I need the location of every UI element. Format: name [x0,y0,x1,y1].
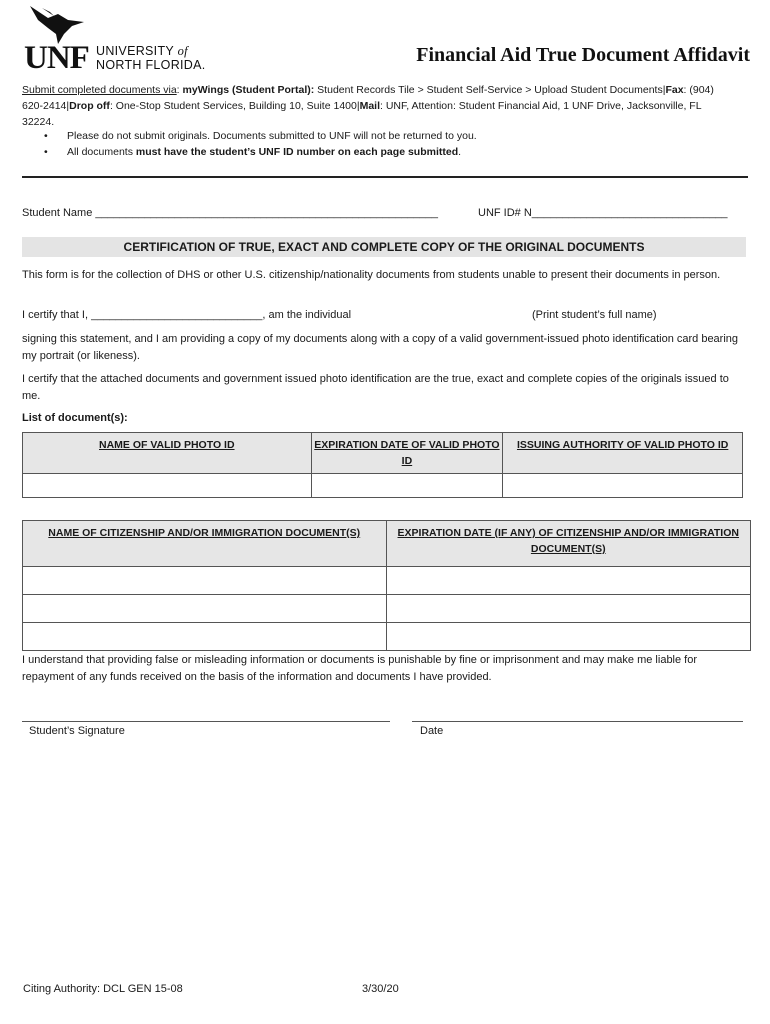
citizenship-doc-expiration-cell[interactable] [386,623,751,651]
table-row [23,623,751,651]
citing-authority: Citing Authority: DCL GEN 15-08 [23,983,183,995]
signing-paragraph: signing this statement, and I am providing a copy of my documents along with a copy of a valid government-issued photo identification card bearing my portrait (or likeness). [22,333,739,362]
bullet-no-originals: • Please do not submit originals. Documents submitted to UNF will not be returned to you. [44,128,477,144]
photo-id-table [22,432,743,498]
attached-paragraph: I certify that the attached documents and government issued photo identification are the true, exact and complete copies of the originals issued to me. [22,373,729,402]
citizenship-doc-expiration-cell[interactable] [386,595,751,623]
table-row [23,595,751,623]
unf-logo [22,4,212,76]
citizenship-doc-name-cell[interactable] [23,567,387,595]
photo-id-authority-header: ISSUING AUTHORITY OF VALID PHOTO ID [503,433,743,474]
photo-id-name-header: NAME OF VALID PHOTO ID [23,433,312,474]
table-row [23,474,743,498]
citizenship-doc-expiration-cell[interactable] [386,567,751,595]
certification-heading: CERTIFICATION OF TRUE, EXACT AND COMPLETE COPY OF THE ORIGINAL DOCUMENTS [22,237,746,257]
citizenship-table [22,520,751,651]
list-label: List of document(s): [22,412,128,424]
certify-row [22,309,742,321]
logo-university-name: UNIVERSITY of NORTH FLORIDA. [96,44,206,72]
citizenship-doc-name-cell[interactable] [23,595,387,623]
intro-paragraph: This form is for the collection of DHS or other U.S. citizenship/nationality documents from students unable to present their documents in person. [22,269,721,281]
citizenship-doc-expiration-header: EXPIRATION DATE (IF ANY) OF CITIZENSHIP AND/OR IMMIGRATION DOCUMENT(S) [386,521,751,567]
photo-id-expiration-header: EXPIRATION DATE OF VALID PHOTO ID [311,433,503,474]
page-header [22,4,750,78]
table-row [23,567,751,595]
bullet-unf-id: • All documents must have the student’s UNF ID number on each page submitted. [44,144,477,160]
certify-name-field[interactable]: I certify that I, ____________________________, am the individual [22,309,352,321]
signature-label: Student’s Signature [29,725,125,737]
header-divider [22,176,748,178]
date-label: Date [420,725,444,737]
citizenship-doc-name-header: NAME OF CITIZENSHIP AND/OR IMMIGRATION DOCUMENT(S) [23,521,387,567]
osprey-icon [28,4,88,44]
signature-line[interactable] [22,721,390,722]
submission-instructions: Submit completed documents via: myWings (Student Portal): Student Records Tile > Student Self-Service > Upload Student Documents|Fax: (904) 620-2414|Drop off: One-Stop Student Services, Building 10, Suite 1400|Mail: UNF, Attention: Student Financial Aid, 1 UNF Drive, Jacksonville, FL 32224. [22,84,714,128]
instruction-bullets [44,128,477,160]
student-name-field[interactable]: Student Name ________________________________________________________ [22,207,438,219]
print-name-hint: (Print student’s full name) [532,309,657,321]
photo-id-authority-cell[interactable] [503,474,743,498]
citizenship-doc-name-cell[interactable] [23,623,387,651]
photo-id-name-cell[interactable] [23,474,312,498]
photo-id-expiration-cell[interactable] [311,474,503,498]
understand-paragraph: I understand that providing false or misleading information or documents is punishable by fine or imprisonment and may make me liable for repayment of any funds received on the basis of the information and documents I have provided. [22,654,698,683]
date-line[interactable] [412,721,743,722]
page-title: Financial Aid True Document Affidavit [416,44,750,66]
revision-date: 3/30/20 [362,983,399,995]
unf-id-field[interactable]: UNF ID# N________________________________ [478,207,728,219]
logo-unf-text: UNF [24,40,89,76]
